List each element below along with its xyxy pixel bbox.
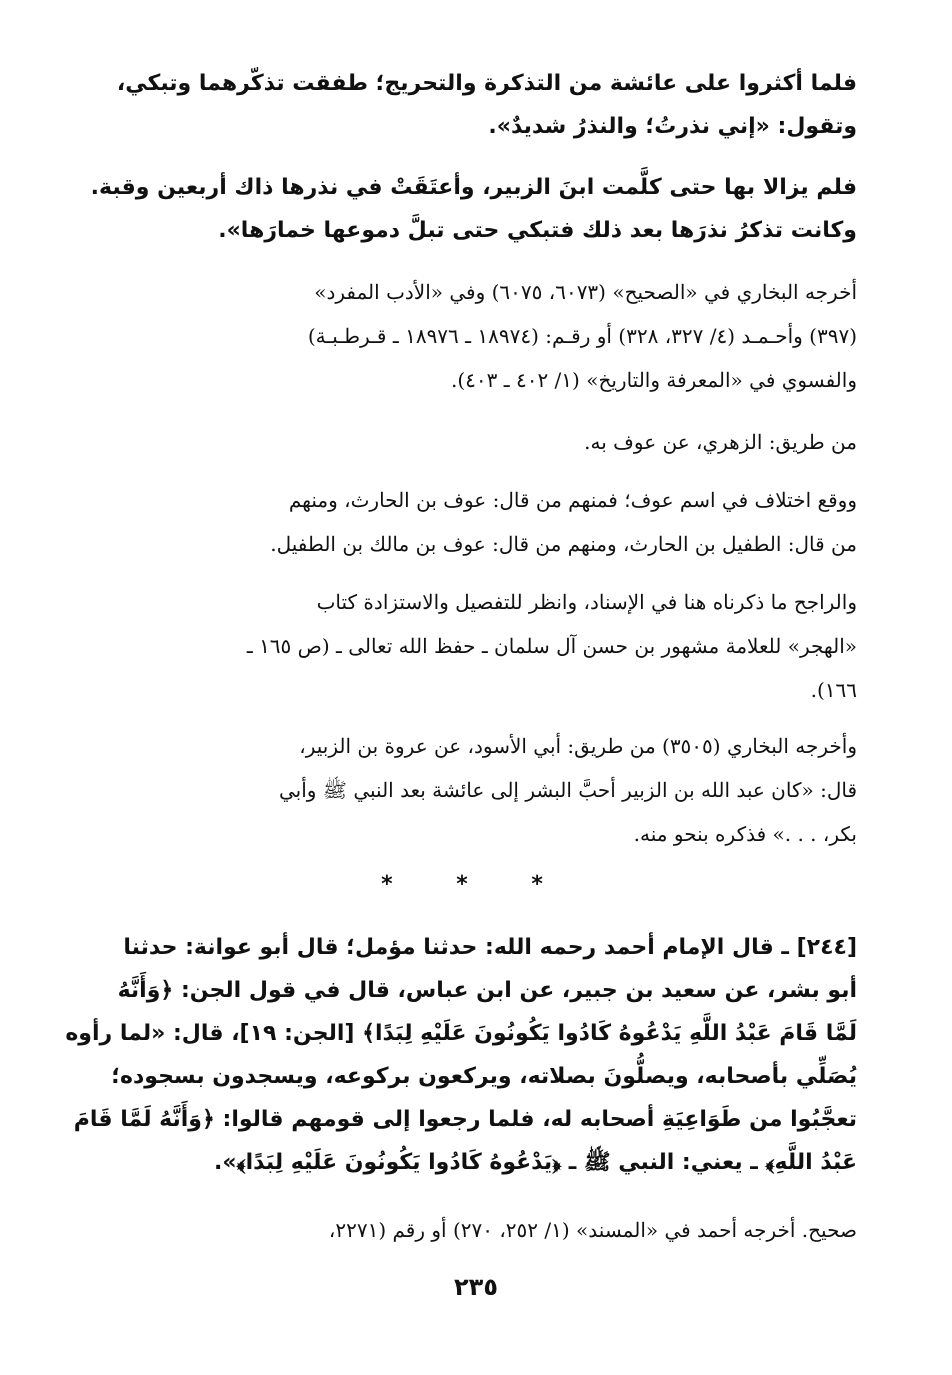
text-line: وكانت تذكرُ نذرَها بعد ذلك فتبكي حتى تبلَّ دموعها خمارَها». <box>218 218 857 243</box>
text-line: [٢٤٤] ـ قال الإمام أحمد رحمه الله: حدثنا مؤمل؛ قال أبو عوانة: حدثنا <box>123 935 857 960</box>
hadith-244 <box>65 926 857 1184</box>
footnote-route <box>95 420 857 464</box>
text-line: فلما أكثروا على عائشة من التذكرة والتحريج؛ طفقت تذكّرهما وتبكي، <box>116 71 857 96</box>
text-line: عَبْدُ اللَّهِ﴾ ـ يعني: النبي ﷺ ـ ﴿يَدْعُوهُ كَادُوا يَكُونُونَ عَلَيْهِ لِبَدًا﴾». <box>214 1150 857 1175</box>
footnote-takhrij-2 <box>95 724 857 856</box>
text-line: أخرجه البخاري في «الصحيح» (٦٠٧٣، ٦٠٧٥) وفي «الأدب المفرد» <box>314 280 857 304</box>
section-separator: * * * <box>381 872 571 897</box>
paragraph-1 <box>95 62 857 148</box>
text-line: ووقع اختلاف في اسم عوف؛ فمنهم من قال: عوف بن الحارث، ومنهم <box>288 488 857 512</box>
page-number: ٢٣٥ <box>454 1273 498 1301</box>
text-line: وأخرجه البخاري (٣٥٠٥) من طريق: أبي الأسود، عن عروة بن الزبير، <box>299 734 857 758</box>
text-line: والراجح ما ذكرناه هنا في الإسناد، وانظر للتفصيل والاستزادة كتاب <box>316 590 857 614</box>
text-line: من طريق: الزهري، عن عوف به. <box>584 430 857 454</box>
text-line: تعجَّبُوا من طَوَاعِيَةِ أصحابه له، فلما رجعوا إلى قومهم قالوا: ﴿وَأَنَّهُ لَمَّا قَامَ <box>73 1107 857 1132</box>
footnote-preferred <box>95 580 857 712</box>
text-line: فلم يزالا بها حتى كلَّمت ابنَ الزبير، وأعتَقَتْ في نذرها ذاك أربعين وقبة. <box>90 175 857 200</box>
text-line: «الهجر» للعلامة مشهور بن حسن آل سلمان ـ حفظ الله تعالى ـ (ص ١٦٥ ـ <box>246 634 857 658</box>
text-line: من قال: الطفيل بن الحارث، ومنهم من قال: عوف بن مالك بن الطفيل. <box>270 532 857 556</box>
text-line: ١٦٦). <box>810 678 857 702</box>
text-line: وتقول: «إني نذرتُ؛ والنذرُ شديدٌ». <box>488 114 857 139</box>
footnote-takhrij-1 <box>95 270 857 402</box>
text-line: والفسوي في «المعرفة والتاريخ» (١/ ٤٠٢ ـ ٤٠٣). <box>450 368 857 392</box>
text-line: صحيح. أخرجه أحمد في «المسند» (١/ ٢٥٢، ٢٧٠) أو رقم (٢٢٧١، <box>328 1218 857 1242</box>
text-line: يُصَلِّي بأصحابه، ويصلُّونَ بصلاته، ويركعون بركوعه، ويسجدون بسجوده؛ <box>111 1064 857 1089</box>
paragraph-2 <box>90 166 857 252</box>
text-line: قال: «كان عبد الله بن الزبير أحبَّ البشر إلى عائشة بعد النبي ﷺ وأبي <box>279 778 857 802</box>
text-line: لَمَّا قَامَ عَبْدُ اللَّهِ يَدْعُوهُ كَادُوا يَكُونُونَ عَلَيْهِ لِبَدًا﴾ [الجن: ١٩]، قال: «لما رأوه <box>65 1021 857 1046</box>
text-line: بكر، . . .» فذكره بنحو منه. <box>633 822 857 846</box>
text-line: (٣٩٧) وأحـمـد (٤/ ٣٢٧، ٣٢٨) أو رقـم: (١٨٩٧٤ ـ ١٨٩٧٦ ـ قـرطـبـة) <box>307 324 857 348</box>
footnote-name-dispute <box>95 478 857 566</box>
text-line: أبو بشر، عن سعيد بن جبير، عن ابن عباس، قال في قول الجن: ﴿وَأَنَّهُ <box>117 978 857 1003</box>
footnote-grading <box>95 1208 857 1252</box>
